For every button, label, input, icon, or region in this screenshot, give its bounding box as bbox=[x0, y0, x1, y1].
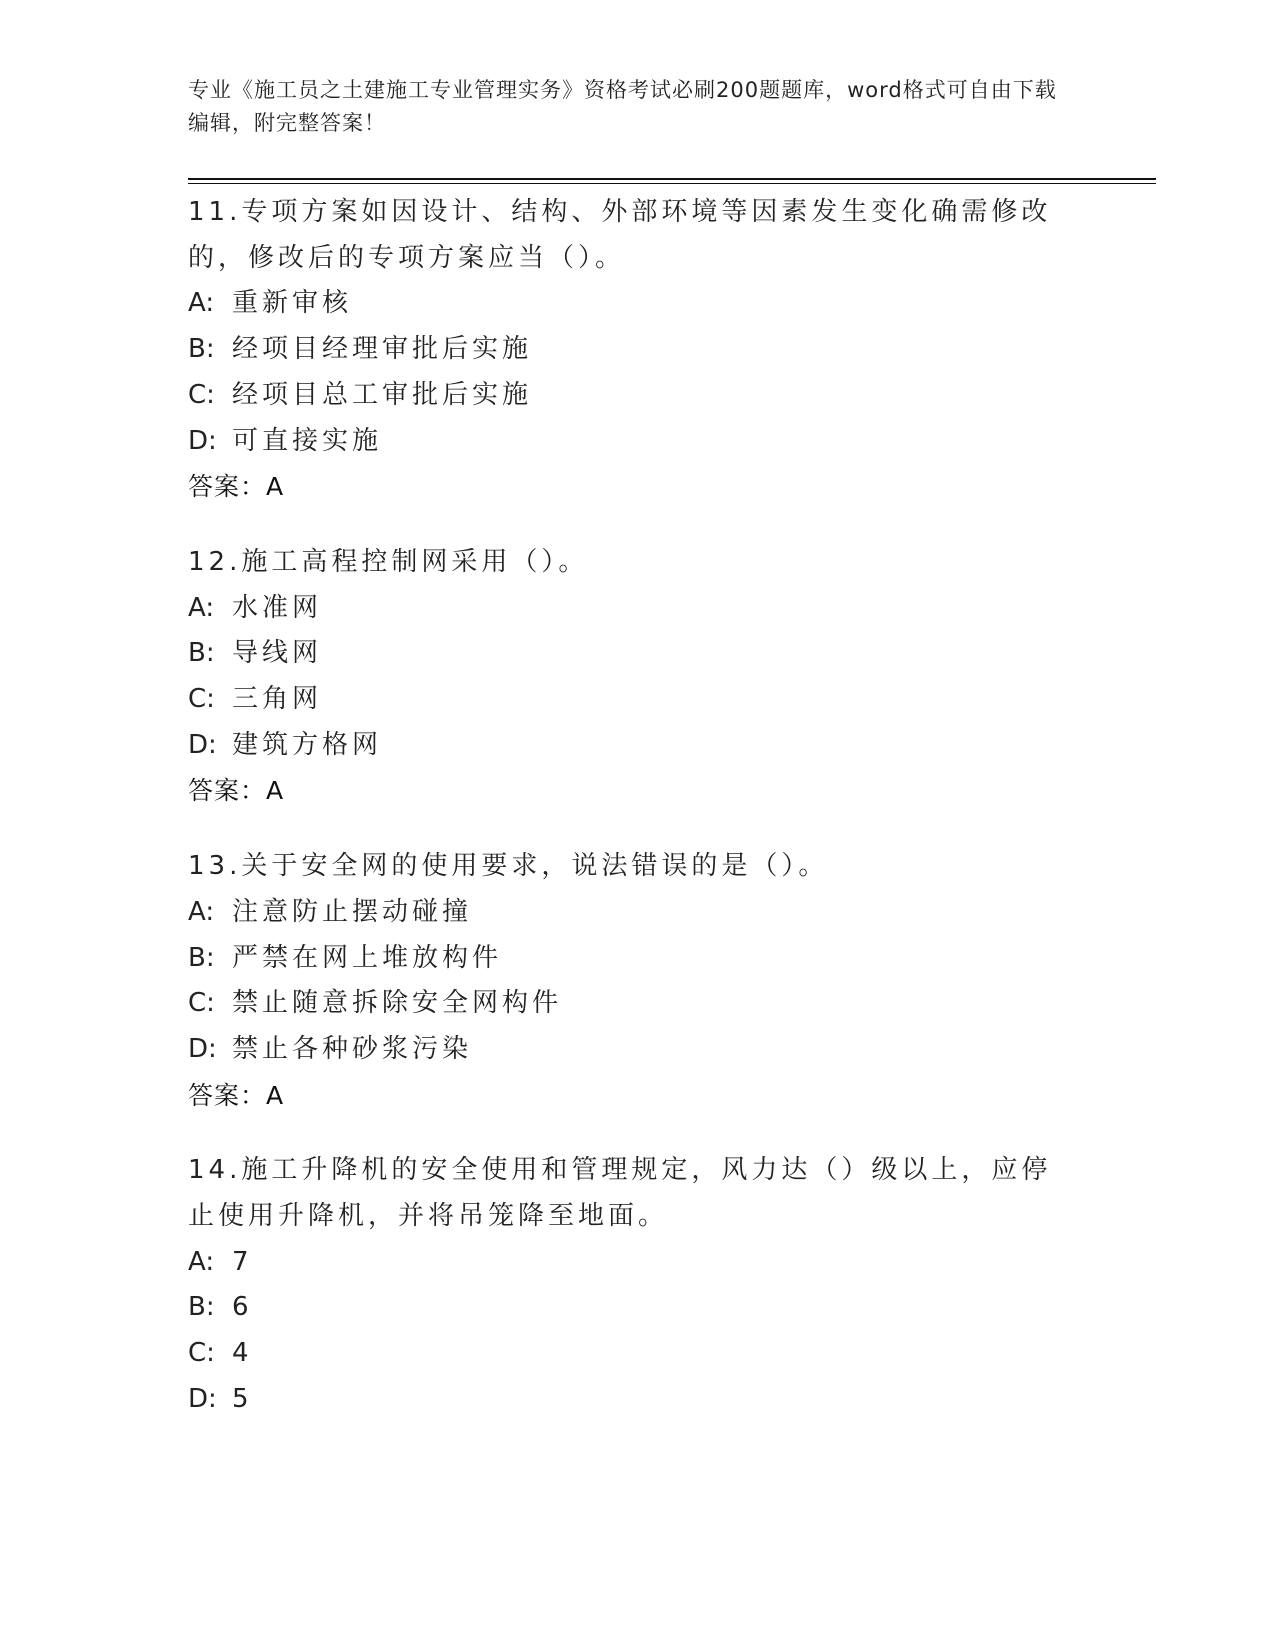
option-text: 三角网 bbox=[232, 684, 323, 715]
option-letter: A: bbox=[188, 592, 215, 623]
option-b bbox=[188, 631, 1088, 677]
option-a bbox=[188, 281, 1088, 327]
document-header: 专业《施工员之土建施工专业管理实务》资格考试必刷200题题库，word格式可自由下载编辑，附完整答案！ bbox=[188, 78, 1057, 135]
option-letter: C: bbox=[188, 684, 215, 715]
option-a bbox=[188, 890, 1088, 936]
option-letter: B: bbox=[188, 638, 215, 669]
option-letter: B: bbox=[188, 1292, 215, 1323]
option-letter: D: bbox=[188, 1383, 217, 1414]
option-letter: A: bbox=[188, 288, 215, 319]
option-text: 经项目经理审批后实施 bbox=[232, 334, 533, 365]
option-text: 5 bbox=[232, 1383, 253, 1414]
option-b bbox=[188, 1285, 1088, 1331]
option-letter: A: bbox=[188, 896, 215, 927]
option-d bbox=[188, 419, 1088, 465]
option-text: 建筑方格网 bbox=[232, 729, 383, 760]
option-a bbox=[188, 586, 1088, 632]
option-d bbox=[188, 1027, 1088, 1073]
question-14 bbox=[188, 1148, 1088, 1422]
option-letter: A: bbox=[188, 1246, 215, 1277]
option-text: 可直接实施 bbox=[232, 425, 383, 456]
option-text: 导线网 bbox=[232, 638, 323, 669]
option-text: 注意防止摆动碰撞 bbox=[232, 896, 473, 927]
option-letter: D: bbox=[188, 729, 217, 760]
question-stem: 12.施工高程控制网采用（）。 bbox=[188, 546, 589, 577]
option-b bbox=[188, 936, 1088, 982]
option-letter: D: bbox=[188, 1033, 217, 1064]
option-text: 水准网 bbox=[232, 592, 323, 623]
header-divider-thin bbox=[188, 183, 1156, 184]
question-stem: 11.专项方案如因设计、结构、外部环境等因素发生变化确需修改的，修改后的专项方案应当（）。 bbox=[188, 197, 1052, 273]
option-d bbox=[188, 1377, 1088, 1423]
option-a bbox=[188, 1240, 1088, 1286]
answer-line: 答案：A bbox=[188, 776, 285, 806]
question-stem: 14.施工升降机的安全使用和管理规定，风力达（）级以上，应停止使用升降机，并将吊笼降至地面。 bbox=[188, 1155, 1052, 1232]
option-letter: D: bbox=[188, 425, 217, 456]
question-13 bbox=[188, 844, 1088, 1118]
option-letter: B: bbox=[188, 334, 215, 365]
option-letter: B: bbox=[188, 942, 215, 973]
answer-line: 答案：A bbox=[188, 472, 285, 502]
option-text: 7 bbox=[232, 1246, 253, 1277]
option-text: 禁止随意拆除安全网构件 bbox=[232, 988, 563, 1019]
option-letter: C: bbox=[188, 379, 215, 410]
option-c bbox=[188, 373, 1088, 419]
option-c bbox=[188, 677, 1088, 723]
option-c bbox=[188, 1331, 1088, 1377]
option-text: 重新审核 bbox=[232, 288, 353, 319]
option-text: 6 bbox=[232, 1292, 253, 1323]
option-b bbox=[188, 327, 1088, 373]
answer-line: 答案：A bbox=[188, 1080, 285, 1110]
option-d bbox=[188, 723, 1088, 769]
option-text: 禁止各种砂浆污染 bbox=[232, 1033, 473, 1064]
question-list bbox=[188, 190, 1088, 1453]
option-text: 4 bbox=[232, 1338, 253, 1369]
header-divider-thick bbox=[188, 178, 1156, 180]
question-11 bbox=[188, 190, 1088, 510]
option-c bbox=[188, 981, 1088, 1027]
option-text: 严禁在网上堆放构件 bbox=[232, 942, 503, 973]
question-12 bbox=[188, 540, 1088, 814]
question-stem: 13.关于安全网的使用要求，说法错误的是（）。 bbox=[188, 851, 829, 882]
option-text: 经项目总工审批后实施 bbox=[232, 379, 533, 410]
option-letter: C: bbox=[188, 1338, 215, 1369]
option-letter: C: bbox=[188, 988, 215, 1019]
